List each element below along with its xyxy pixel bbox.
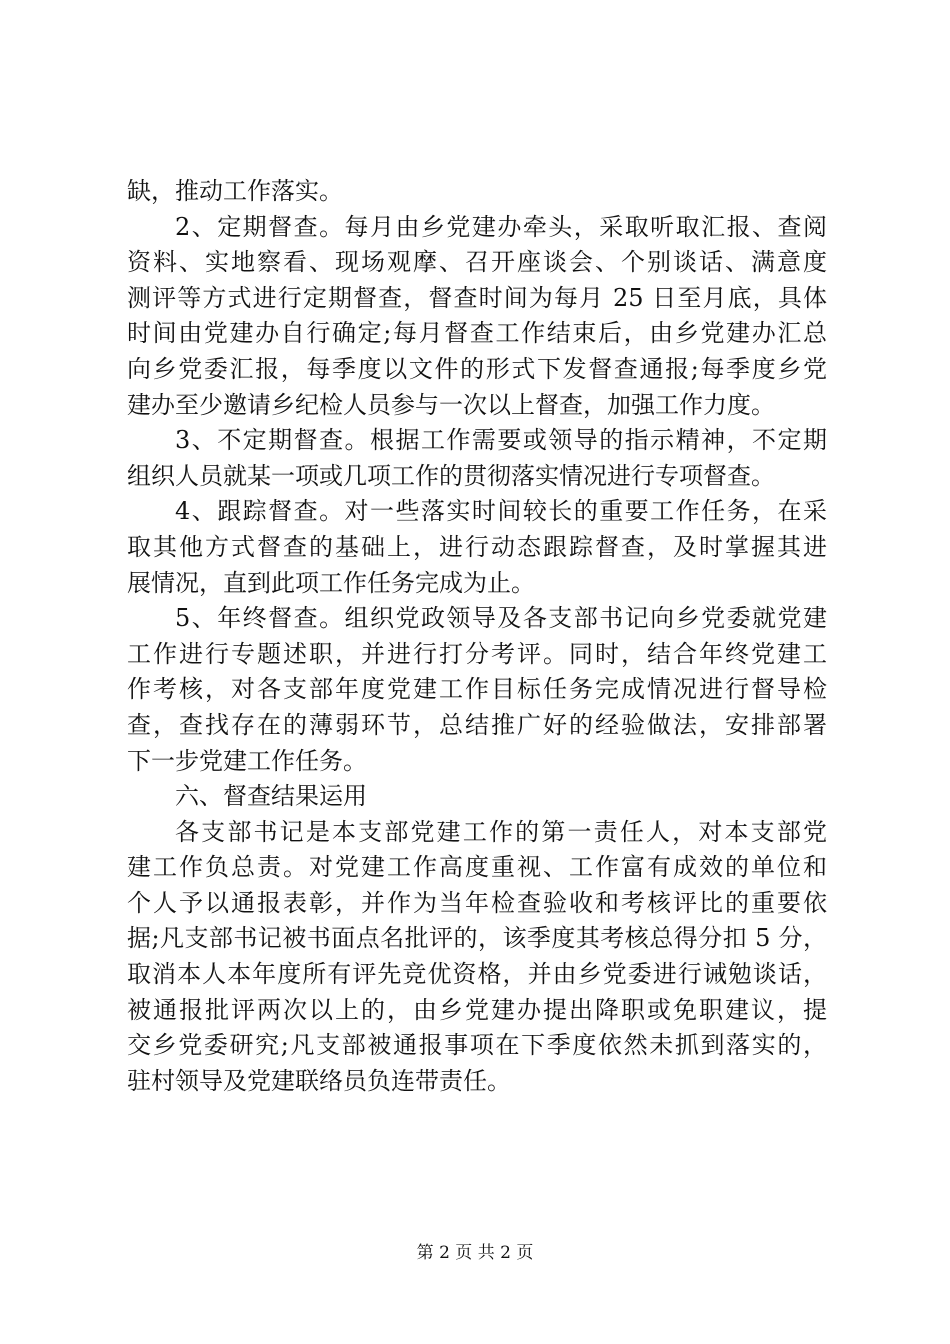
paragraph [127,494,827,601]
text-line: 驻村领导及党建联络员负连带责任。 [127,1066,511,1095]
text-line: 查，查找存在的薄弱环节，总结推广好的经验做法，安排部署 [127,710,827,739]
page-footer [0,1242,950,1264]
text-line: 时间由党建办自行确定;每月督查工作结束后，由乡党建办汇总 [127,319,827,348]
text-line: 个人予以通报表彰，并作为当年检查验收和考核评比的重要依 [127,888,827,917]
text-line: 2、定期督查。每月由乡党建办牵头，采取听取汇报、查阅 [175,212,827,241]
paragraph [127,210,827,424]
text-line: 资料、实地察看、现场观摩、召开座谈会、个别谈话、满意度 [127,248,827,277]
page-number-label: 第 2 页 共 2 页 [416,1243,534,1263]
text-line: 取其他方式督查的基础上，进行动态跟踪督查，及时掌握其进 [127,532,827,561]
text-line: 缺，推动工作落实。 [127,177,343,205]
paragraph [127,174,827,210]
text-line: 组织人员就某一项或几项工作的贯彻落实情况进行专项督查。 [127,461,775,490]
text-line: 建办至少邀请乡纪检人员参与一次以上督查，加强工作力度。 [127,390,775,419]
text-line: 3、不定期督查。根据工作需要或领导的指示精神，不定期 [175,426,827,455]
text-line: 据;凡支部书记被书面点名批评的，该季度其考核总得分扣 5 分， [127,924,827,953]
section-heading-text: 六、督查结果运用 [175,782,367,811]
text-line: 取消本人本年度所有评先竞优资格，并由乡党委进行诫勉谈话， [127,960,827,989]
paragraph [127,815,827,1100]
paragraph [127,601,827,779]
text-line: 各支部书记是本支部党建工作的第一责任人，对本支部党 [175,817,827,846]
section-heading [127,779,827,815]
text-line: 下一步党建工作任务。 [127,746,367,775]
text-line: 被通报批评两次以上的，由乡党建办提出降职或免职建议，提 [127,995,827,1024]
text-line: 交乡党委研究;凡支部被通报事项在下季度依然未抓到落实的， [127,1031,827,1060]
text-line: 作考核，对各支部年度党建工作目标任务完成情况进行督导检 [127,675,827,704]
text-line: 向乡党委汇报，每季度以文件的形式下发督查通报;每季度乡党 [127,354,827,383]
text-line: 展情况，直到此项工作任务完成为止。 [127,568,535,597]
paragraph [127,423,827,494]
text-line: 测评等方式进行定期督查，督查时间为每月 25 日至月底，具体 [127,283,827,312]
text-line: 建工作负总责。对党建工作高度重视、工作富有成效的单位和 [127,853,827,882]
document-body [127,174,827,1099]
text-line: 4、跟踪督查。对一些落实时间较长的重要工作任务，在采 [175,497,827,526]
text-line: 工作进行专题述职，并进行打分考评。同时，结合年终党建工 [127,639,827,668]
text-line: 5、年终督查。组织党政领导及各支部书记向乡党委就党建 [175,604,827,633]
